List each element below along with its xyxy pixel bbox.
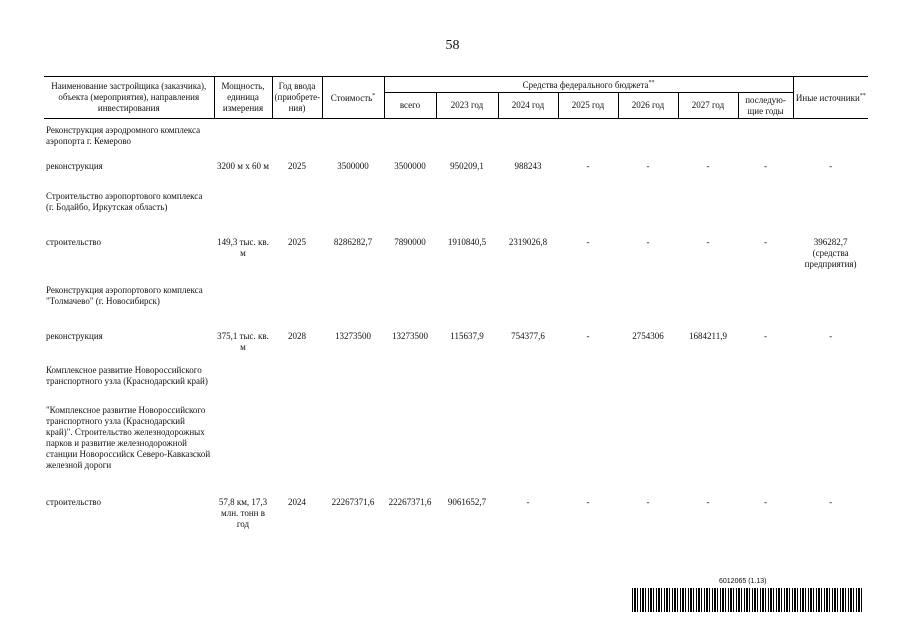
year: 2025 bbox=[288, 236, 306, 247]
capacity: 375,1 тыс. кв. м bbox=[217, 330, 269, 352]
cost: 13273500 bbox=[335, 330, 371, 341]
later-years: - bbox=[764, 236, 768, 247]
y2023: 9061652,7 bbox=[447, 496, 487, 507]
y2027: - bbox=[706, 496, 710, 507]
header-2026: 2026 год bbox=[618, 93, 678, 119]
other-sources: 396282,7 (средства предприятия) bbox=[804, 236, 857, 269]
header-year: Год ввода (приобрете-ния) bbox=[272, 77, 322, 119]
barcode-label: 6012065 (1.13) bbox=[719, 578, 767, 585]
work-type: реконструкция bbox=[46, 330, 103, 341]
work-type: реконструкция bbox=[46, 160, 103, 171]
y2024: 754377,6 bbox=[511, 330, 545, 341]
header-capacity: Мощность, единица измерения bbox=[214, 77, 272, 119]
year: 2028 bbox=[288, 330, 306, 341]
cost: 22267371,6 bbox=[331, 496, 375, 507]
y2023: 1910840,5 bbox=[447, 236, 487, 247]
y2026: - bbox=[646, 496, 650, 507]
later-years: - bbox=[764, 330, 768, 341]
header-2025: 2025 год bbox=[558, 93, 618, 119]
year: 2025 bbox=[288, 160, 306, 171]
year: 2024 bbox=[288, 496, 306, 507]
total: 13273500 bbox=[392, 330, 428, 341]
header-2024: 2024 год bbox=[498, 93, 558, 119]
capacity: 3200 м х 60 м bbox=[217, 160, 269, 171]
y2026: - bbox=[646, 236, 650, 247]
capacity: 149,3 тыс. кв. м bbox=[217, 236, 269, 258]
page-number: 58 bbox=[445, 38, 460, 53]
header-federal-budget: Средства федерального бюджета** bbox=[384, 77, 793, 93]
header-total: всего bbox=[384, 93, 436, 119]
y2027: - bbox=[706, 236, 710, 247]
total: 22267371,6 bbox=[388, 496, 432, 507]
y2024: - bbox=[526, 496, 530, 507]
later-years: - bbox=[764, 496, 768, 507]
header-later-years: последую-щие годы bbox=[738, 93, 793, 119]
other-sources: - bbox=[829, 160, 833, 171]
y2025: - bbox=[586, 160, 590, 171]
other-sources: - bbox=[829, 496, 833, 507]
header-2023: 2023 год bbox=[436, 93, 498, 119]
other-sources: - bbox=[829, 330, 833, 341]
header-other-sources: Иные источники** bbox=[793, 77, 868, 119]
y2026: 2754306 bbox=[632, 330, 664, 341]
y2025: - bbox=[586, 496, 590, 507]
total: 7890000 bbox=[394, 236, 426, 247]
y2027: - bbox=[706, 160, 710, 171]
later-years: - bbox=[764, 160, 768, 171]
y2023: 115637,9 bbox=[450, 330, 484, 341]
investment-table bbox=[44, 76, 868, 531]
project-name: Реконструкция аэропортового комплекса "Толмачево" (г. Новосибирск) bbox=[46, 284, 203, 306]
y2025: - bbox=[586, 236, 590, 247]
y2027: 1684211,9 bbox=[689, 330, 727, 341]
total: 3500000 bbox=[394, 160, 426, 171]
capacity: 57,8 км, 17,3 млн. тонн в год bbox=[218, 496, 268, 529]
header-2027: 2027 год bbox=[678, 93, 738, 119]
y2023: 950209,1 bbox=[450, 160, 484, 171]
y2024: 2319026,8 bbox=[508, 236, 548, 247]
cost: 8286282,7 bbox=[333, 236, 373, 247]
project-name: "Комплексное развитие Новороссийского транспортного узла (Краснодарский край)". Строительство железнодорожных парков и развитие железнодорожной станции Новороссийск Северо-Кавказской железной дороги bbox=[46, 404, 211, 470]
project-name: Строительство аэропортового комплекса (г. Бодайбо, Иркутская область) bbox=[46, 190, 203, 212]
y2026: - bbox=[646, 160, 650, 171]
header-cost: Стоимость* bbox=[322, 77, 384, 119]
barcode bbox=[632, 588, 862, 612]
y2024: 988243 bbox=[514, 160, 542, 171]
y2025: - bbox=[586, 330, 590, 341]
project-name: Комплексное развитие Новороссийского транспортного узла (Краснодарский край) bbox=[46, 364, 208, 386]
project-name: Реконструкция аэродромного комплекса аэропорта г. Кемерово bbox=[46, 125, 201, 146]
work-type: строительство bbox=[46, 236, 101, 247]
header-name: Наименование застройщика (заказчика), объекта (мероприятия), направления инвестирования bbox=[44, 77, 214, 119]
cost: 3500000 bbox=[337, 160, 369, 171]
work-type: строительство bbox=[46, 496, 101, 507]
